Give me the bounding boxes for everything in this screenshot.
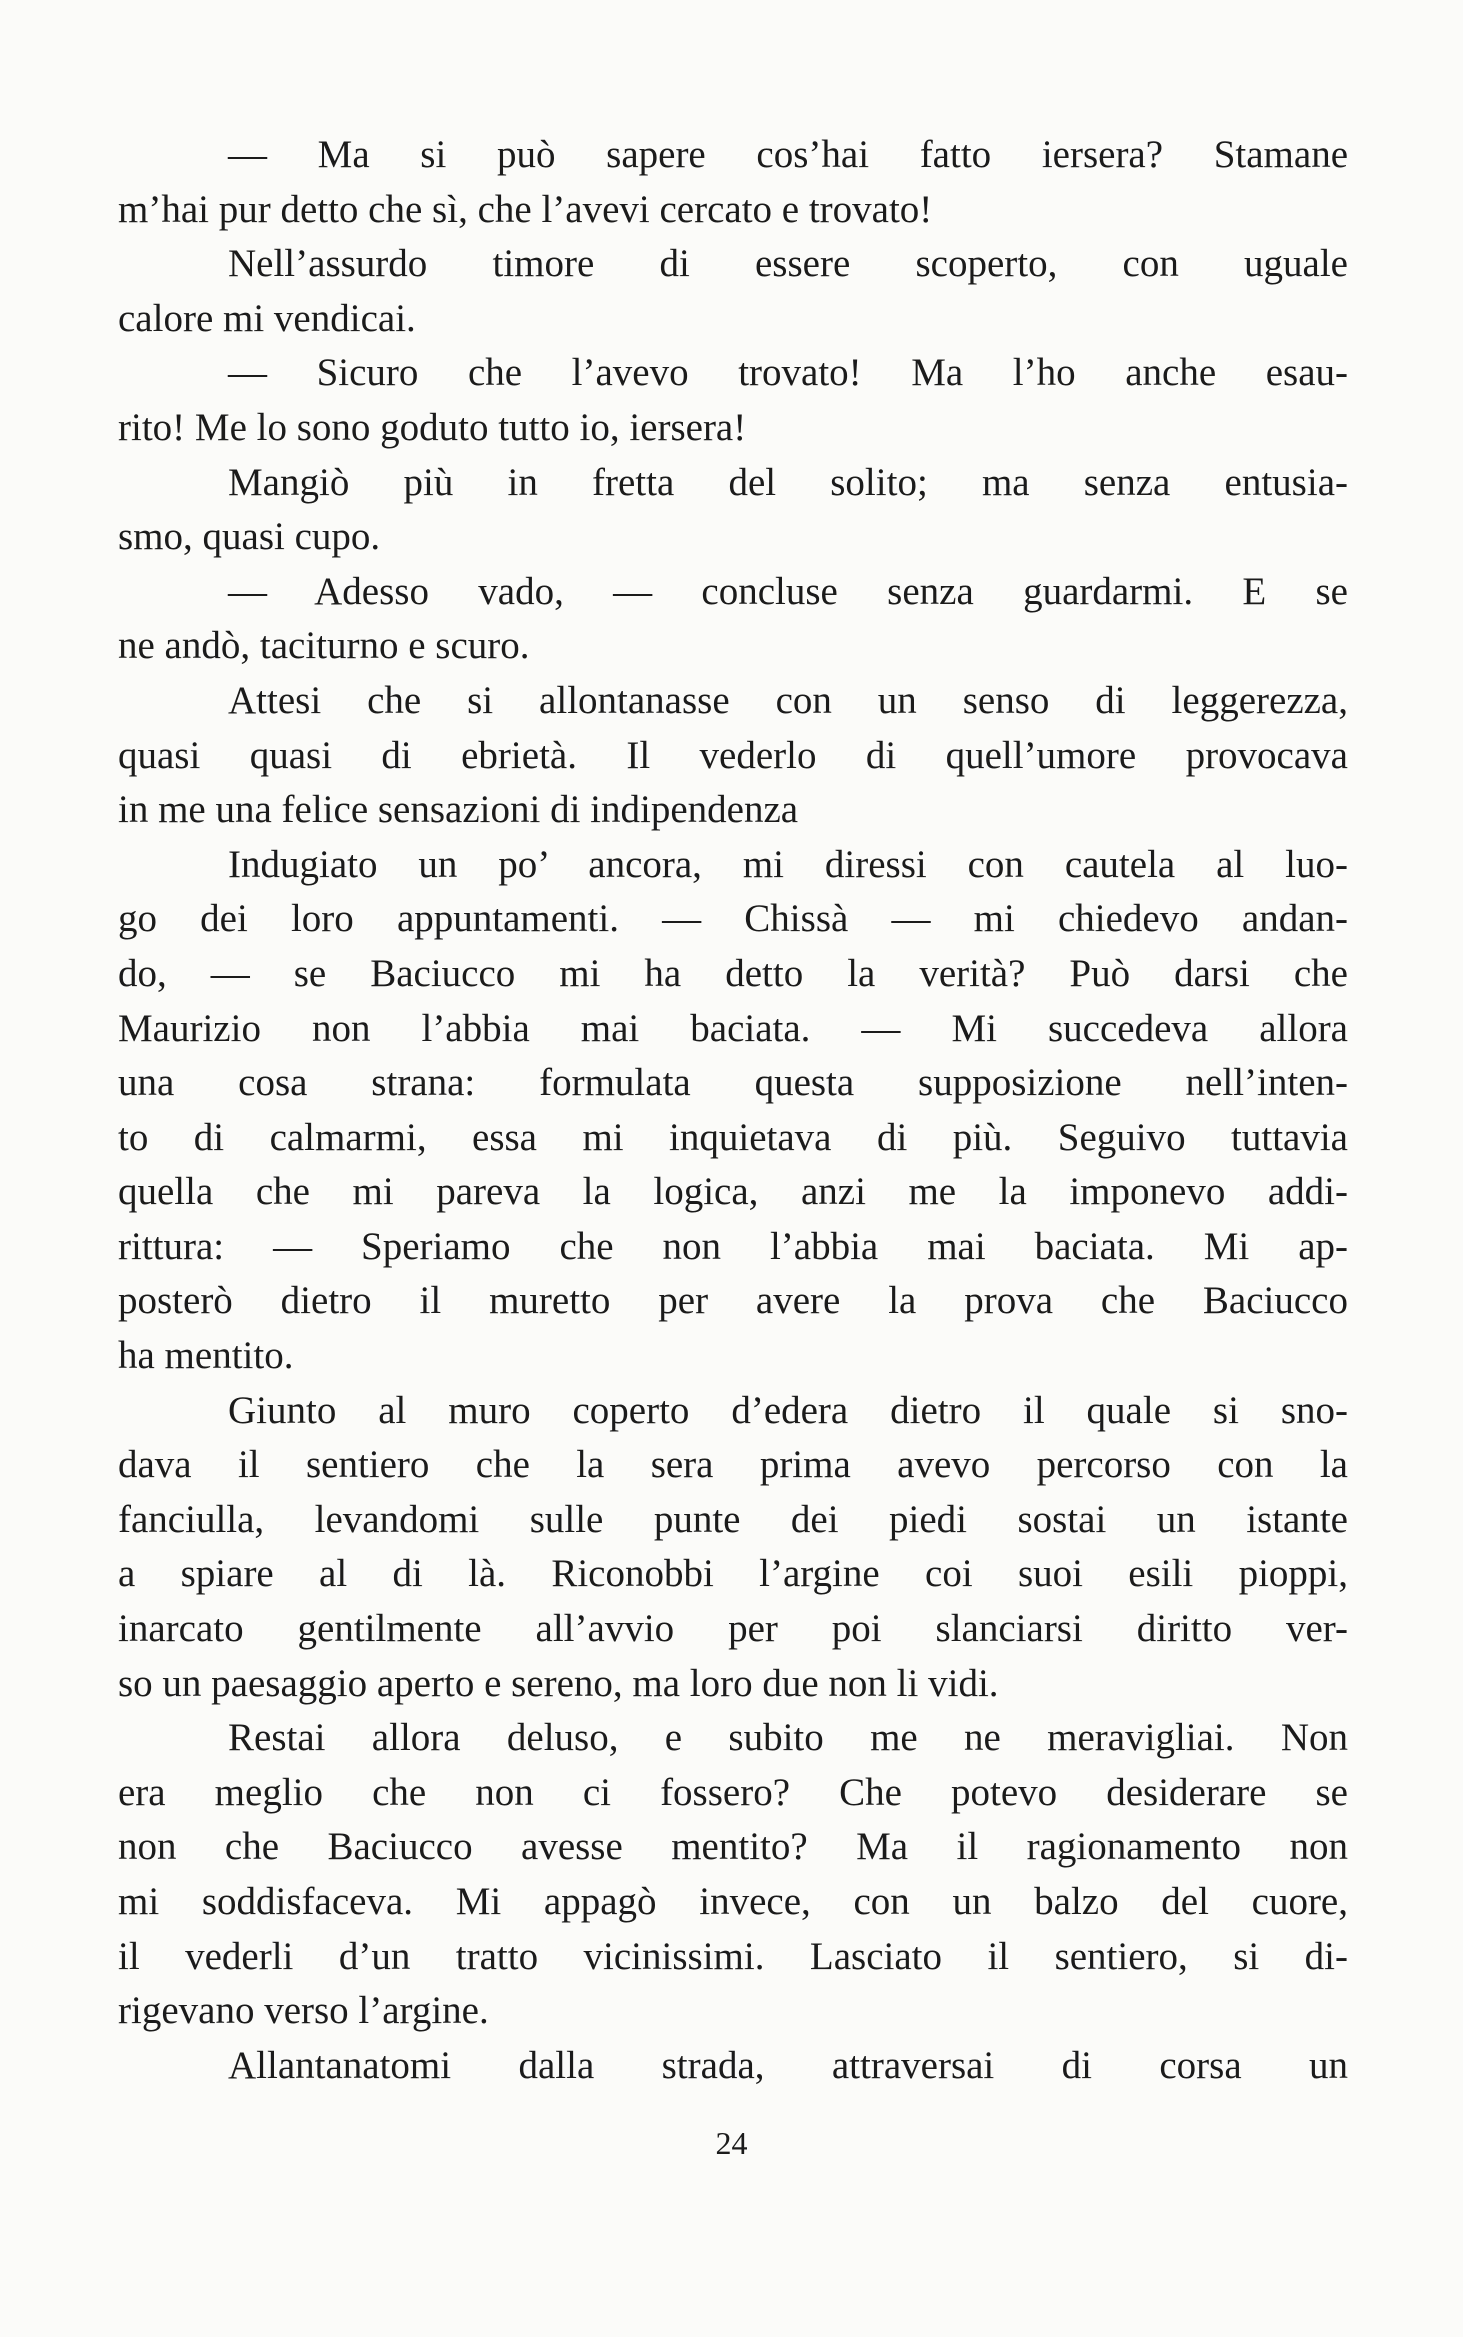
text-line: — Ma si può sapere cos’hai fatto iersera? Stamane [228, 133, 1348, 176]
text-line: Attesi che si allontanasse con un senso di leggerezza, [228, 678, 1348, 722]
text-line: quasi quasi di ebrietà. Il vederlo di quell’umore provocava [118, 733, 1348, 777]
text-line: Nell’assurdo timore di essere scoperto, con uguale [228, 242, 1348, 286]
text-line: quella che mi pareva la logica, anzi me la imponevo addi- [118, 1170, 1348, 1214]
text-line: so un paesaggio aperto e sereno, ma loro due non li vidi. [118, 1661, 999, 1705]
text-line: Restai allora deluso, e subito me ne meravigliai. Non [228, 1716, 1348, 1760]
text-line: m’hai pur detto che sì, che l’avevi cercato e trovato! [118, 187, 933, 231]
text-line: do, — se Baciucco mi ha detto la verità? Può darsi che [118, 951, 1348, 995]
text-line: in me una felice sensazioni di indipendenza [118, 788, 799, 832]
text-line: rigevano verso l’argine. [118, 1989, 489, 2033]
text-line: era meglio che non ci fossero? Che potevo desiderare se [118, 1770, 1348, 1814]
body-text [118, 128, 1348, 2093]
text-line: calore mi vendicai. [118, 296, 416, 340]
text-line: inarcato gentilmente all’avvio per poi slanciarsi diritto ver- [118, 1607, 1348, 1651]
text-line: smo, quasi cupo. [118, 515, 381, 559]
text-line: fanciulla, levandomi sulle punte dei piedi sostai un istante [118, 1497, 1348, 1541]
text-line: ha mentito. [118, 1334, 294, 1378]
text-line: — Adesso vado, — concluse senza guardarmi. E se [228, 569, 1348, 613]
text-line: Maurizio non l’abbia mai baciata. — Mi succedeva allora [118, 1006, 1348, 1050]
text-line: a spiare al di là. Riconobbi l’argine coi suoi esili pioppi, [118, 1552, 1348, 1596]
text-line: Mangiò più in fretta del solito; ma senza entusia- [228, 460, 1348, 504]
text-line: Giunto al muro coperto d’edera dietro il quale si sno- [228, 1388, 1348, 1432]
text-line: — Sicuro che l’avevo trovato! Ma l’ho anche esau- [228, 351, 1348, 395]
text-line: Allantanatomi dalla strada, attraversai di corsa un [228, 2043, 1348, 2087]
text-line: ne andò, taciturno e scuro. [118, 624, 530, 668]
text-line: dava il sentiero che la sera prima avevo percorso con la [118, 1443, 1348, 1487]
page-number: 24 [715, 2125, 748, 2161]
text-line: posterò dietro il muretto per avere la prova che Baciucco [118, 1279, 1348, 1323]
text-line: rito! Me lo sono goduto tutto io, iersera! [118, 405, 747, 449]
text-line: il vederli d’un tratto vicinissimi. Lasciato il sentiero, si di- [118, 1934, 1348, 1978]
text-line: go dei loro appuntamenti. — Chissà — mi chiedevo andan- [118, 897, 1348, 941]
text-line: non che Baciucco avesse mentito? Ma il ragionamento non [118, 1825, 1348, 1869]
text-line: rittura: — Speriamo che non l’abbia mai baciata. Mi ap- [118, 1224, 1348, 1268]
text-line: to di calmarmi, essa mi inquietava di più. Seguivo tuttavia [118, 1115, 1348, 1159]
text-line: mi soddisfaceva. Mi appagò invece, con un balzo del cuore, [118, 1880, 1348, 1923]
text-line: Indugiato un po’ ancora, mi diressi con cautela al luo- [228, 842, 1348, 886]
text-line: una cosa strana: formulata questa supposizione nell’inten- [118, 1061, 1348, 1105]
